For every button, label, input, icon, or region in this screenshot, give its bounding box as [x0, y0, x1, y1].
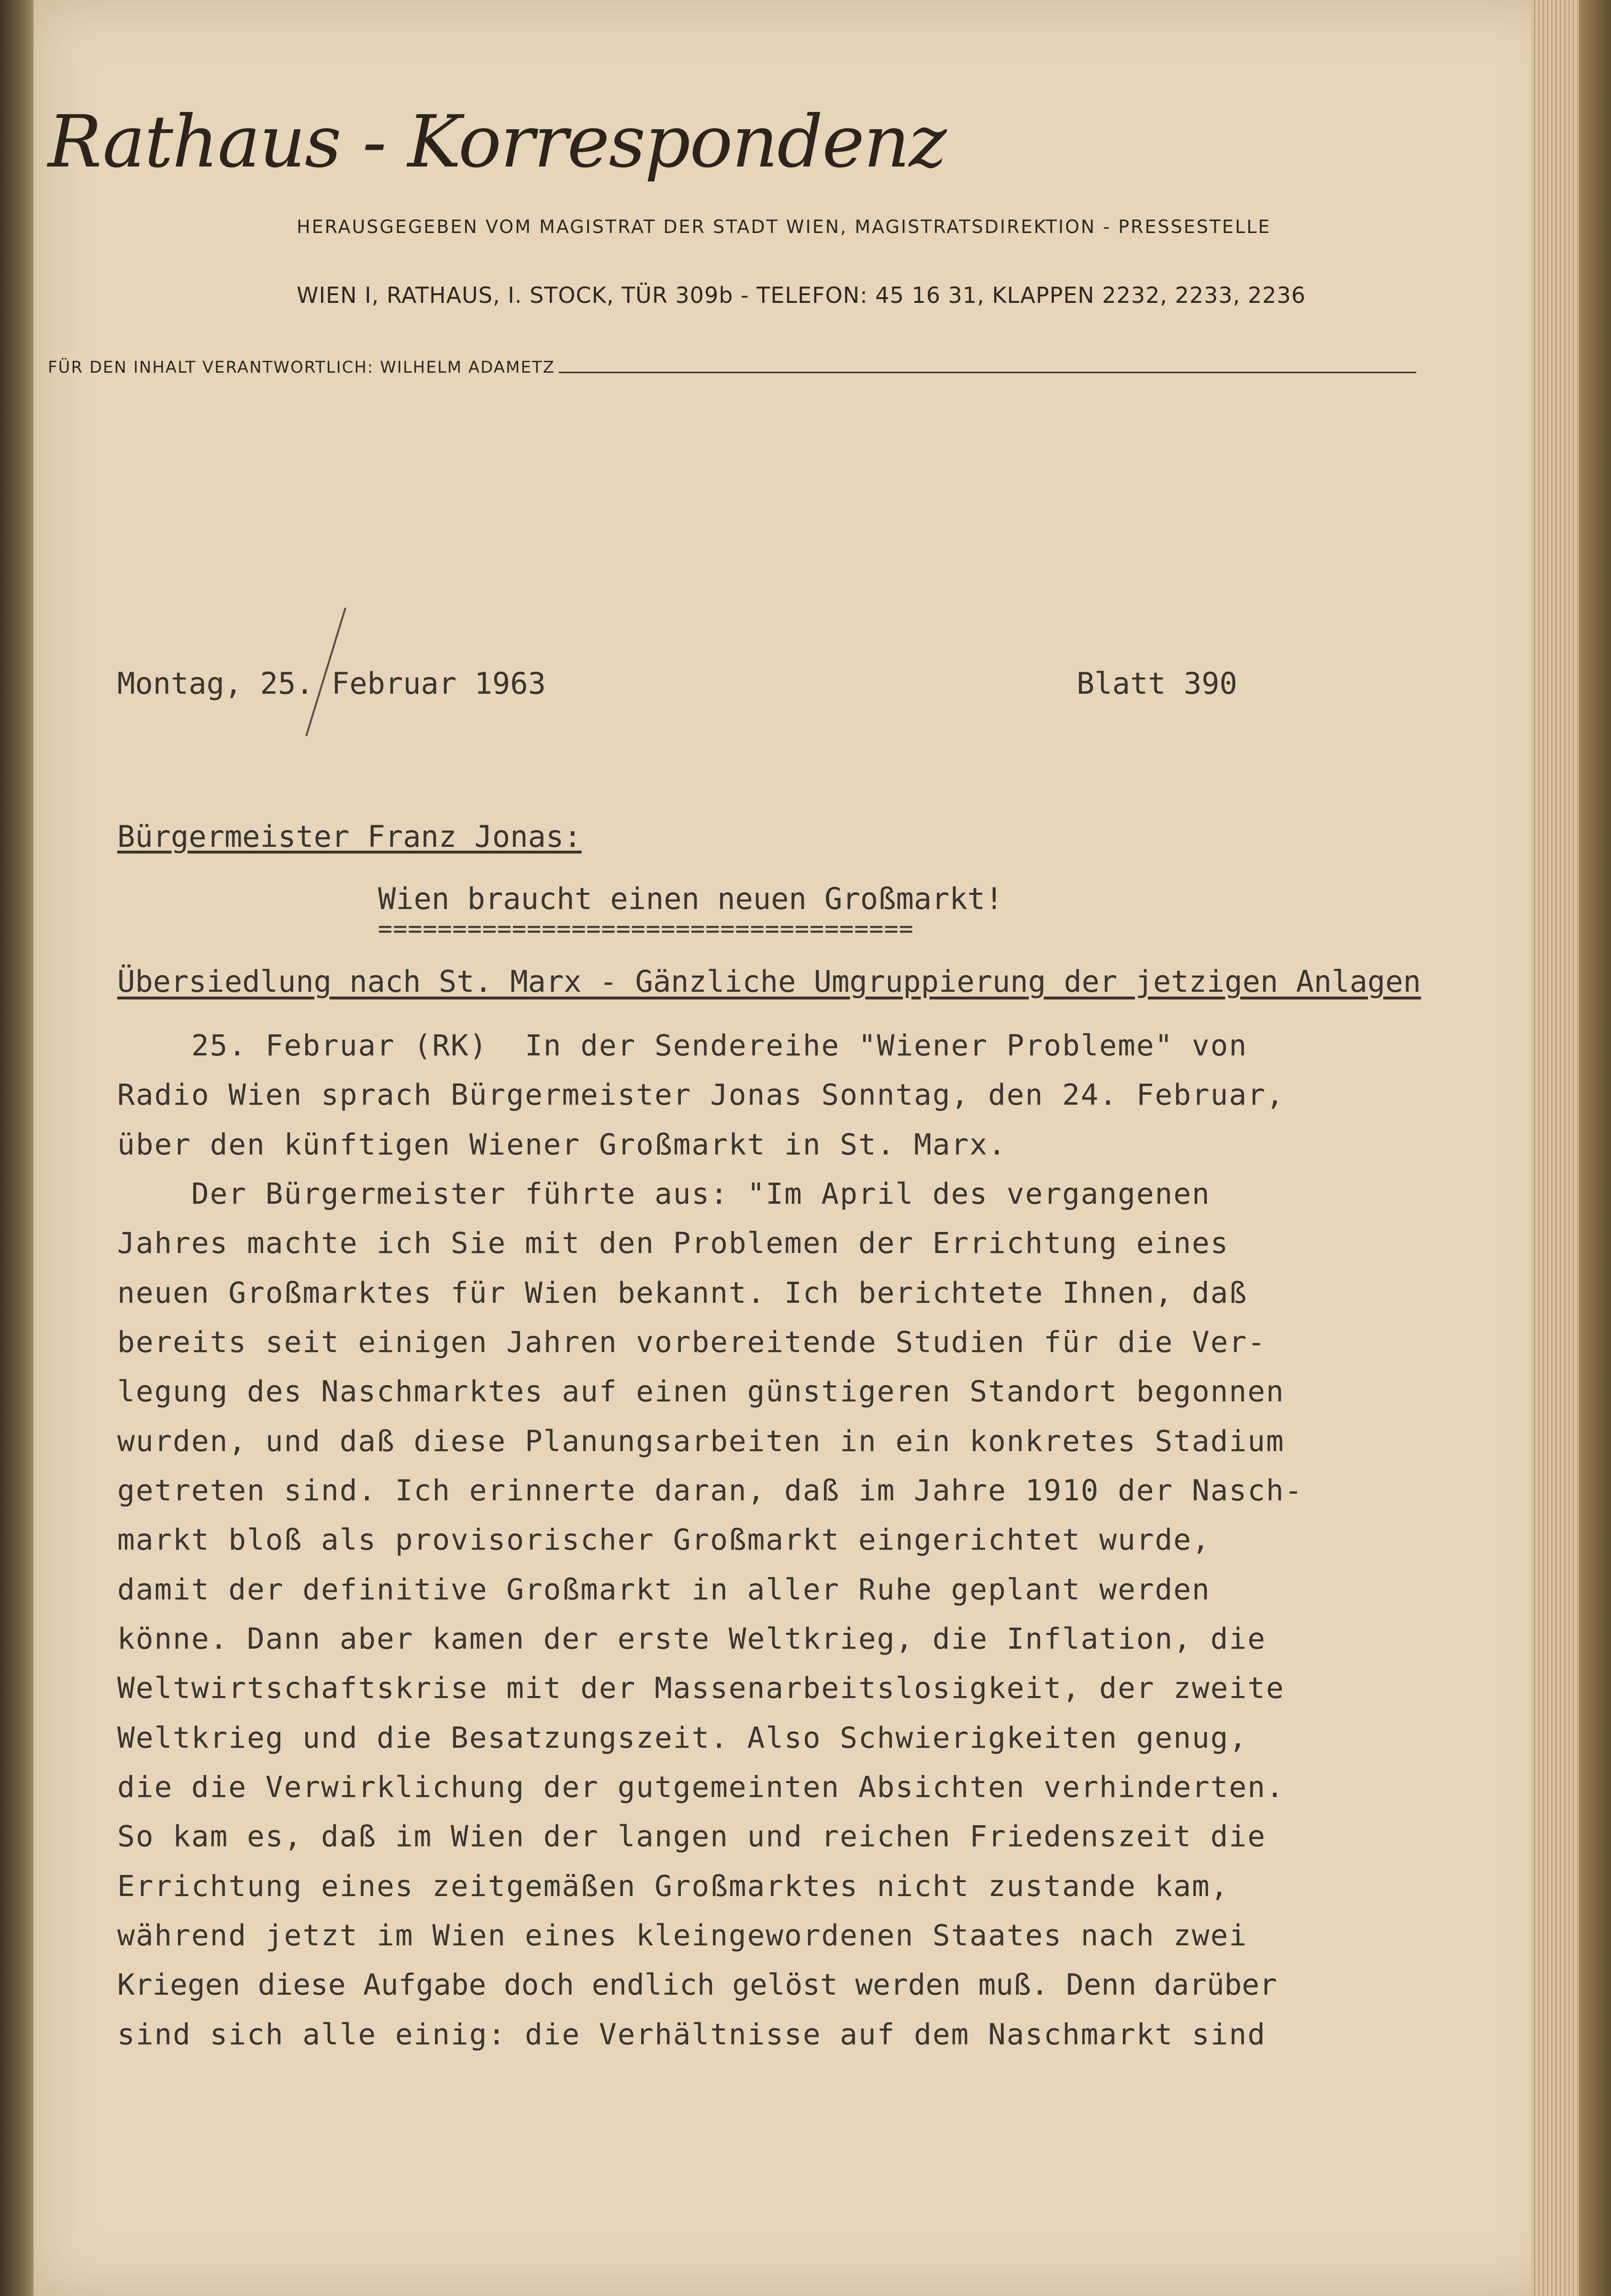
body-line: legung des Naschmarktes auf einen günstigeren Standort begonnen	[117, 1375, 1285, 1409]
address-line: WIEN I, RATHAUS, I. STOCK, TÜR 309b - TELEFON: 45 16 31, KLAPPEN 2232, 2233, 2236	[297, 282, 1306, 308]
body-line: Der Bürgermeister führte aus: "Im April des vergangenen	[117, 1177, 1211, 1211]
body-line: damit der definitive Großmarkt in aller Ruhe geplant werden	[117, 1573, 1211, 1607]
body-line: Weltwirtschaftskrise mit der Massenarbeitslosigkeit, der zweite	[117, 1671, 1285, 1705]
body-line: Jahres machte ich Sie mit den Problemen der Errichtung eines	[117, 1226, 1229, 1260]
body-line: getreten sind. Ich erinnerte daran, daß im Jahre 1910 der Nasch-	[117, 1474, 1303, 1508]
body-line: wurden, und daß diese Planungsarbeiten in ein konkretes Stadium	[117, 1424, 1285, 1458]
body-line: bereits seit einigen Jahren vorbereitende Studien für die Ver-	[117, 1325, 1266, 1359]
body-line: die die Verwirklichung der gutgemeinten Absichten verhinderten.	[117, 1770, 1285, 1804]
body-line: sind sich alle einig: die Verhältnisse auf dem Naschmarkt sind	[117, 2018, 1266, 2052]
body-line: über den künftigen Wiener Großmarkt in St. Marx.	[117, 1128, 1007, 1162]
body-line: Errichtung eines zeitgemäßen Großmarktes nicht zustande kam,	[117, 1869, 1229, 1903]
body-line: Radio Wien sprach Bürgermeister Jonas Sonntag, den 24. Februar,	[117, 1078, 1285, 1112]
body-line: So kam es, daß im Wien der langen und reichen Friedenszeit die	[117, 1819, 1266, 1853]
responsible-line: FÜR DEN INHALT VERANTWORTLICH: WILHELM ADAMETZ	[48, 358, 555, 377]
publisher-line: HERAUSGEGEBEN VOM MAGISTRAT DER STADT WIEN, MAGISTRATSDIREKTION - PRESSESTELLE	[297, 216, 1271, 237]
body-line: 25. Februar (RK) In der Sendereihe "Wiener Probleme" von	[117, 1029, 1248, 1063]
headline-double-rule: ====================================	[378, 915, 914, 943]
body-line: könne. Dann aber kamen der erste Weltkrieg, die Inflation, die	[117, 1622, 1266, 1656]
document-date: Montag, 25. Februar 1963	[117, 666, 546, 701]
headline-speaker-text: Bürgermeister Franz Jonas:	[117, 819, 582, 854]
sheet-number: Blatt 390	[1077, 666, 1237, 701]
body-line: markt bloß als provisorischer Großmarkt eingerichtet wurde,	[117, 1523, 1211, 1557]
body-line: Weltkrieg und die Besatzungszeit. Also Schwierigkeiten genug,	[117, 1721, 1248, 1755]
headline-title: Wien braucht einen neuen Großmarkt!	[378, 881, 1003, 916]
body-line: neuen Großmarktes für Wien bekannt. Ich berichtete Ihnen, daß	[117, 1276, 1248, 1310]
body-line: während jetzt im Wien eines kleingewordenen Staates nach zwei	[117, 1919, 1248, 1952]
masthead-title: Rathaus - Korrespondenz	[48, 100, 946, 184]
subheadline-text: Übersiedlung nach St. Marx - Gänzliche Umgruppierung der jetzigen Anlagen	[117, 964, 1421, 999]
body-line: Kriegen diese Aufgabe doch endlich gelöst werden muß. Denn darüber	[117, 1968, 1277, 2002]
